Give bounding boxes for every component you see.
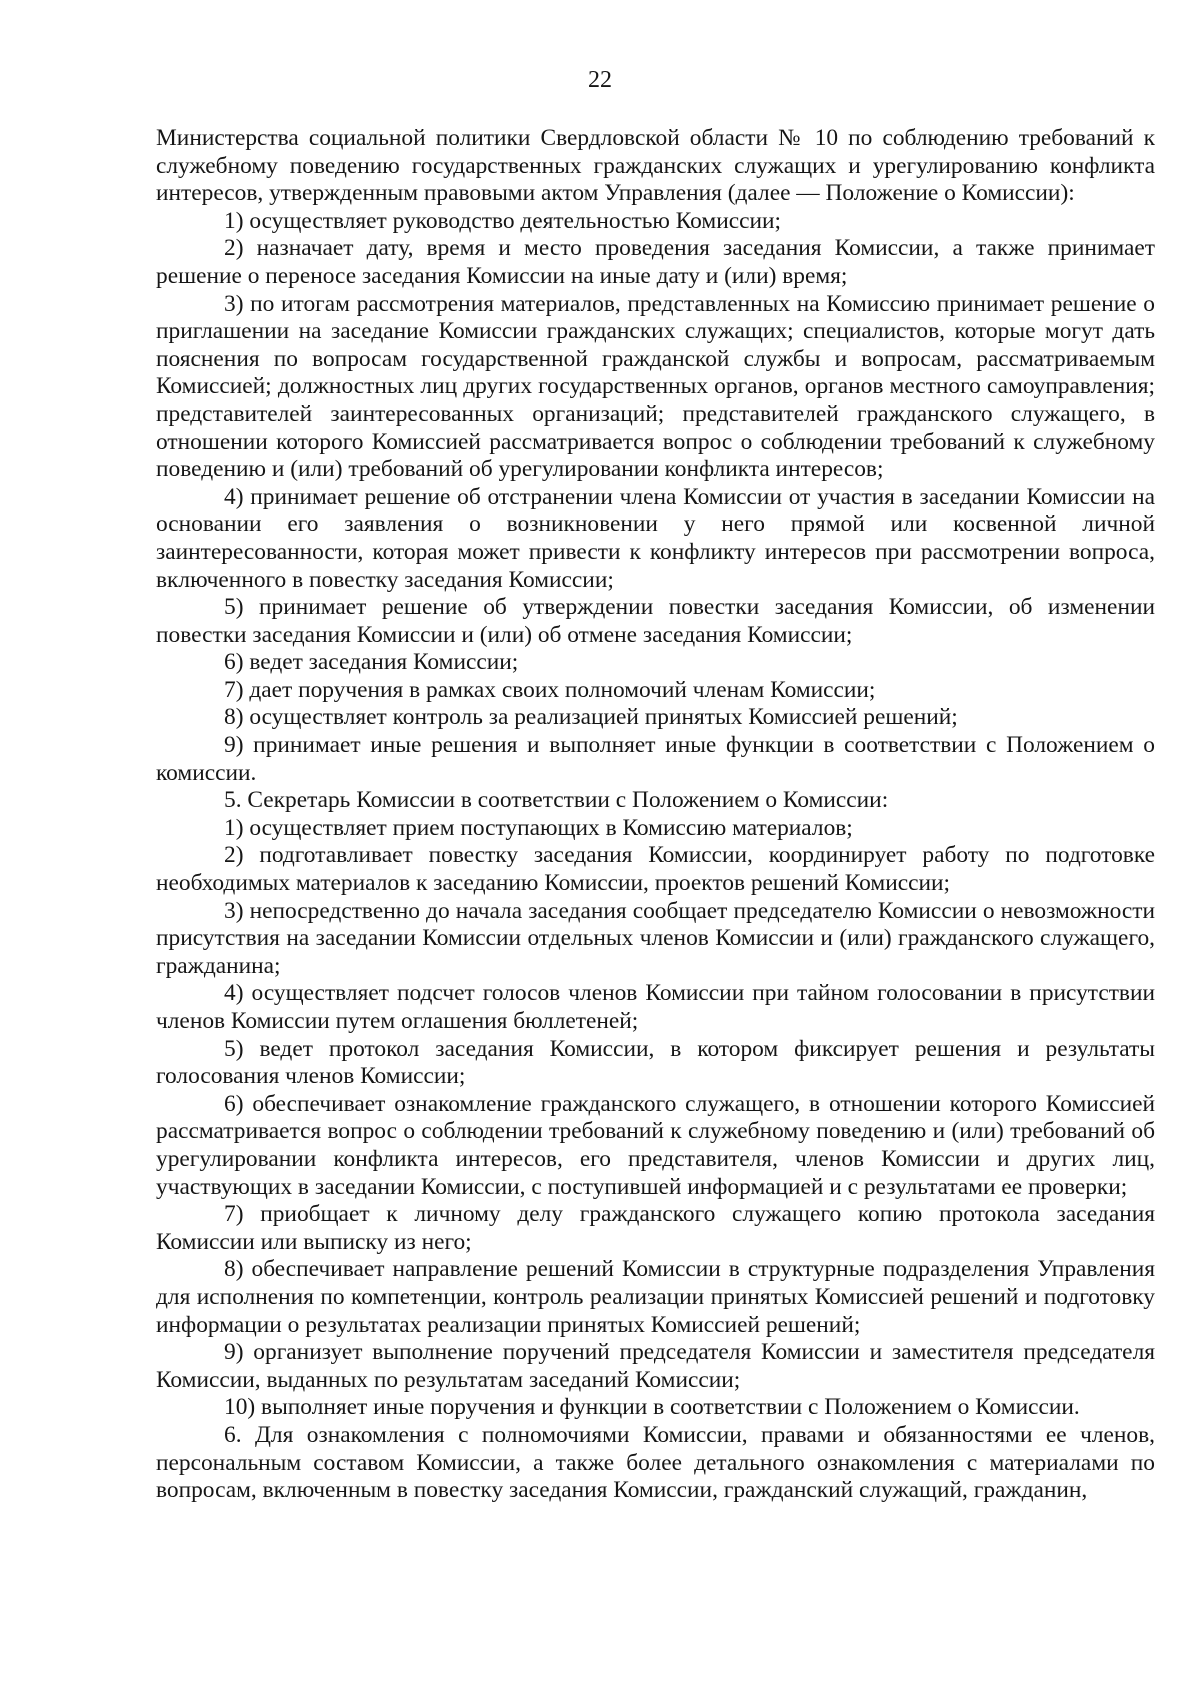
list-item: 7) дает поручения в рамках своих полномочий членам Комиссии; xyxy=(224,676,876,703)
list-item: 9) принимает иные решения и выполняет иные функции в соответствии с Положением о комиссии. xyxy=(156,732,1155,786)
list-item: 2) назначает дату, время и место проведения заседания Комиссии, а также принимает решение о переносе заседания Комиссии на иные дату и (или) время; xyxy=(156,235,1155,289)
list-item: 3) непосредственно до начала заседания сообщает председателю Комиссии о невозможности присутствия на заседании Комиссии отдельных членов Комиссии и (или) гражданского служащего, гражданина; xyxy=(156,897,1155,979)
list-item: 6) обеспечивает ознакомление гражданского служащего, в отношении которого Комиссией рассматривается вопрос о соблюдении требований к служебному поведению и (или) требований об урегулировании конфликта интересов, его представителя, членов Комиссии и других лиц, участвующих в заседании Комиссии, с поступившей информацией и с результатами ее проверки; xyxy=(156,1090,1155,1200)
list-item: 10) выполняет иные поручения и функции в соответствии с Положением о Комиссии. xyxy=(224,1394,1080,1421)
list-item: 5) ведет протокол заседания Комиссии, в котором фиксирует решения и результаты голосования членов Комиссии; xyxy=(156,1035,1155,1090)
list-item: 2) подготавливает повестку заседания Комиссии, координирует работу по подготовке необходимых материалов к заседанию Комиссии, проектов решений Комиссии; xyxy=(156,842,1155,897)
section-heading-5: 5. Секретарь Комиссии в соответствии с Положением о Комиссии: xyxy=(224,787,889,814)
list-item: 8) осуществляет контроль за реализацией принятых Комиссией решений; xyxy=(224,704,958,731)
paragraph-continuation: Министерства социальной политики Свердловской области № 10 по соблюдению требований к служебному поведению государственных гражданских служащих и урегулированию конфликта интересов, утвержденным правовыми актом Управления (далее — Положение о Комиссии): xyxy=(156,125,1155,207)
section-paragraph-6: 6. Для ознакомления с полномочиями Комиссии, правами и обязанностями ее членов, персональным составом Комиссии, а также более детального ознакомления с материалами по вопросам, включенным в повестку заседания Комиссии, гражданский служащий, гражданин, xyxy=(156,1421,1155,1504)
list-item: 3) по итогам рассмотрения материалов, представленных на Комиссию принимает решение о приглашении на заседание Комиссии гражданских служащих; специалистов, которые могут дать пояснения по вопросам государственной гражданской службы и вопросам, рассматриваемым Комиссией; должностных лиц других государственных органов, органов местного самоуправления; представителей заинтересованных организаций; представителей гражданского служащего, в отношении которого Комиссией рассматривается вопрос о соблюдении требований к служебному поведению и (или) требований об урегулировании конфликта интересов; xyxy=(156,290,1155,483)
list-item: 4) принимает решение об отстранении члена Комиссии от участия в заседании Комиссии на основании его заявления о возникновении у него прямой или косвенной личной заинтересованности, которая может привести к конфликту интересов при рассмотрении вопроса, включенного в повестку заседания Комиссии; xyxy=(156,483,1155,593)
list-item: 9) организует выполнение поручений председателя Комиссии и заместителя председателя Комиссии, выданных по результатам заседаний Комиссии; xyxy=(156,1339,1155,1393)
document-body xyxy=(156,125,1155,1505)
page-number: 22 xyxy=(588,67,612,93)
list-item: 1) осуществляет руководство деятельностью Комиссии; xyxy=(224,207,782,234)
list-item: 4) осуществляет подсчет голосов членов Комиссии при тайном голосовании в присутствии членов Комиссии путем оглашения бюллетеней; xyxy=(156,980,1155,1034)
list-item: 8) обеспечивает направление решений Комиссии в структурные подразделения Управления для исполнения по компетенции, контроль реализации принятых Комиссией решений и подготовку информации о результатах реализации принятых Комиссией решений; xyxy=(156,1256,1155,1338)
list-item: 5) принимает решение об утверждении повестки заседания Комиссии, об изменении повестки заседания Комиссии и (или) об отмене заседания Комиссии; xyxy=(156,594,1155,648)
list-item: 1) осуществляет прием поступающих в Комиссию материалов; xyxy=(224,814,853,841)
list-item: 6) ведет заседания Комиссии; xyxy=(224,649,519,676)
list-item: 7) приобщает к личному делу гражданского служащего копию протокола заседания Комиссии или выписку из него; xyxy=(156,1201,1155,1255)
